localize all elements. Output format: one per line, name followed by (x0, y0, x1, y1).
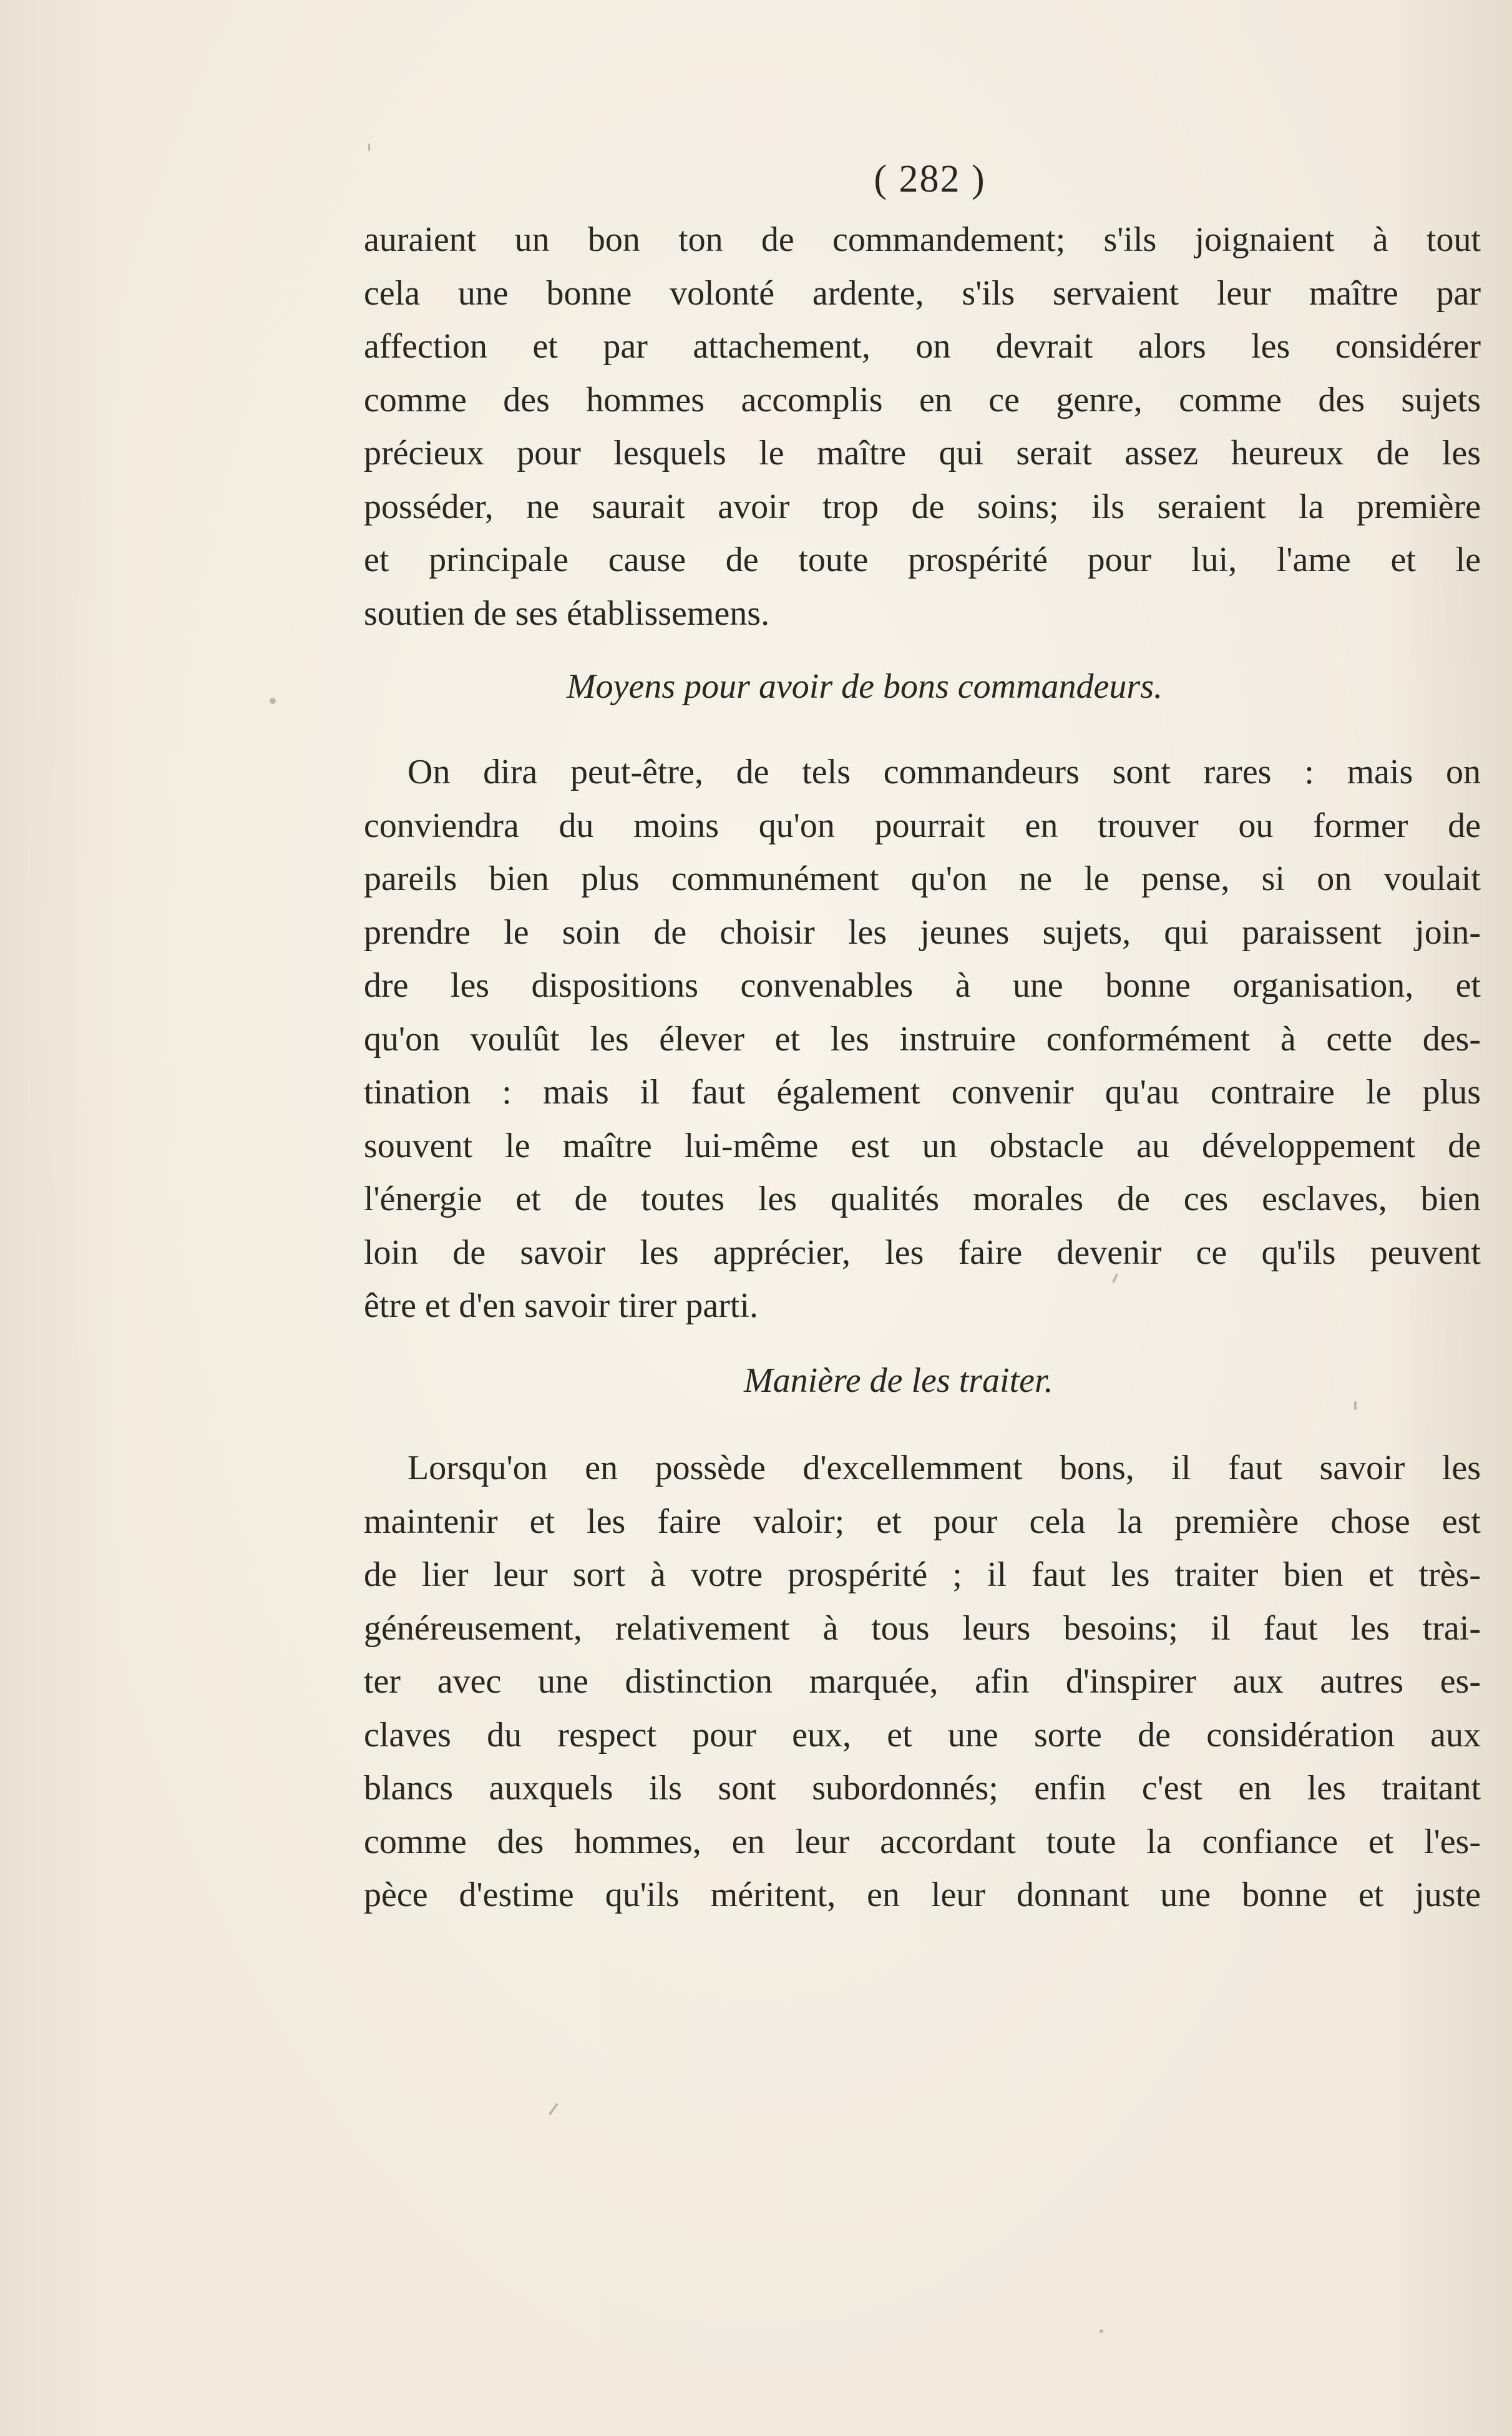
text-line: dre les dispositions convenables à une bonne organisation, et (364, 966, 1481, 1005)
text-line: pèce d'estime qu'ils méritent, en leur donnant une bonne et juste (364, 1876, 1481, 1914)
paper-speck (270, 698, 276, 704)
text-line: prendre le soin de choisir les jeunes sujets, qui paraissent join- (364, 912, 1481, 952)
text-line: comme des hommes, en leur accordant toute la confiance et l'es- (364, 1822, 1481, 1861)
paragraph-3 (364, 1442, 1481, 1922)
text-line: On dira peut-être, de tels commandeurs sont rares : mais on (407, 753, 1481, 791)
section-heading-moyens: Moyens pour avoir de bons commandeurs. (567, 667, 1163, 706)
paragraph-2 (364, 746, 1481, 1333)
text-line: souvent le maître lui-même est un obstacle au développement de (364, 1126, 1481, 1165)
text-line: et principale cause de toute prospérité pour lui, l'ame et le (364, 541, 1481, 579)
text-line: de lier leur sort à votre prospérité ; il faut les traiter bien et très- (364, 1555, 1481, 1594)
text-line: blancs auxquels ils sont subordonnés; enfin c'est en les traitant (364, 1769, 1481, 1807)
text-line: pareils bien plus communément qu'on ne le pense, si on voulait (364, 859, 1481, 898)
text-line: être et d'en savoir tirer parti. (364, 1286, 759, 1325)
text-line: ter avec une distinction marquée, afin d'inspirer aux autres es- (364, 1662, 1481, 1701)
text-line: l'énergie et de toutes les qualités morales de ces esclaves, bien (364, 1180, 1481, 1218)
text-line: auraient un bon ton de commandement; s'ils joignaient à tout (364, 220, 1481, 259)
text-line: loin de savoir les apprécier, les faire devenir ce qu'ils peuvent (364, 1233, 1481, 1272)
paper-speck (368, 144, 370, 151)
text-line: tination : mais il faut également convenir qu'au contraire le plus (364, 1073, 1481, 1112)
page-number: ( 282 ) (874, 158, 986, 200)
text-line: conviendra du moins qu'on pourrait en trouver ou former de (364, 806, 1481, 845)
paper-speck (1100, 2329, 1103, 2333)
text-line: qu'on voulût les élever et les instruire conformément à cette des- (364, 1019, 1481, 1059)
text-line: posséder, ne saurait avoir trop de soins; ils seraient la première (364, 487, 1481, 526)
text-line: claves du respect pour eux, et une sorte de considération aux (364, 1715, 1481, 1754)
text-line: soutien de ses établissemens. (364, 594, 770, 633)
paper-speck (1354, 1401, 1357, 1410)
paragraph-1 (364, 213, 1481, 640)
text-line: affection et par attachement, on devrait alors les considérer (364, 327, 1481, 366)
section-heading-maniere: Manière de les traiter. (744, 1361, 1053, 1400)
text-line: précieux pour lesquels le maître qui serait assez heureux de les (364, 434, 1481, 472)
text-line: maintenir et les faire valoir; et pour cela la première chose est (364, 1502, 1481, 1541)
text-line: généreusement, relativement à tous leurs besoins; il faut les trai- (364, 1608, 1481, 1648)
text-line: cela une bonne volonté ardente, s'ils servaient leur maître par (364, 273, 1481, 313)
paper-speck (549, 2103, 558, 2115)
text-line: Lorsqu'on en possède d'excellemment bons, il faut savoir les (407, 1449, 1481, 1487)
text-line: comme des hommes accomplis en ce genre, comme des sujets (364, 380, 1481, 419)
